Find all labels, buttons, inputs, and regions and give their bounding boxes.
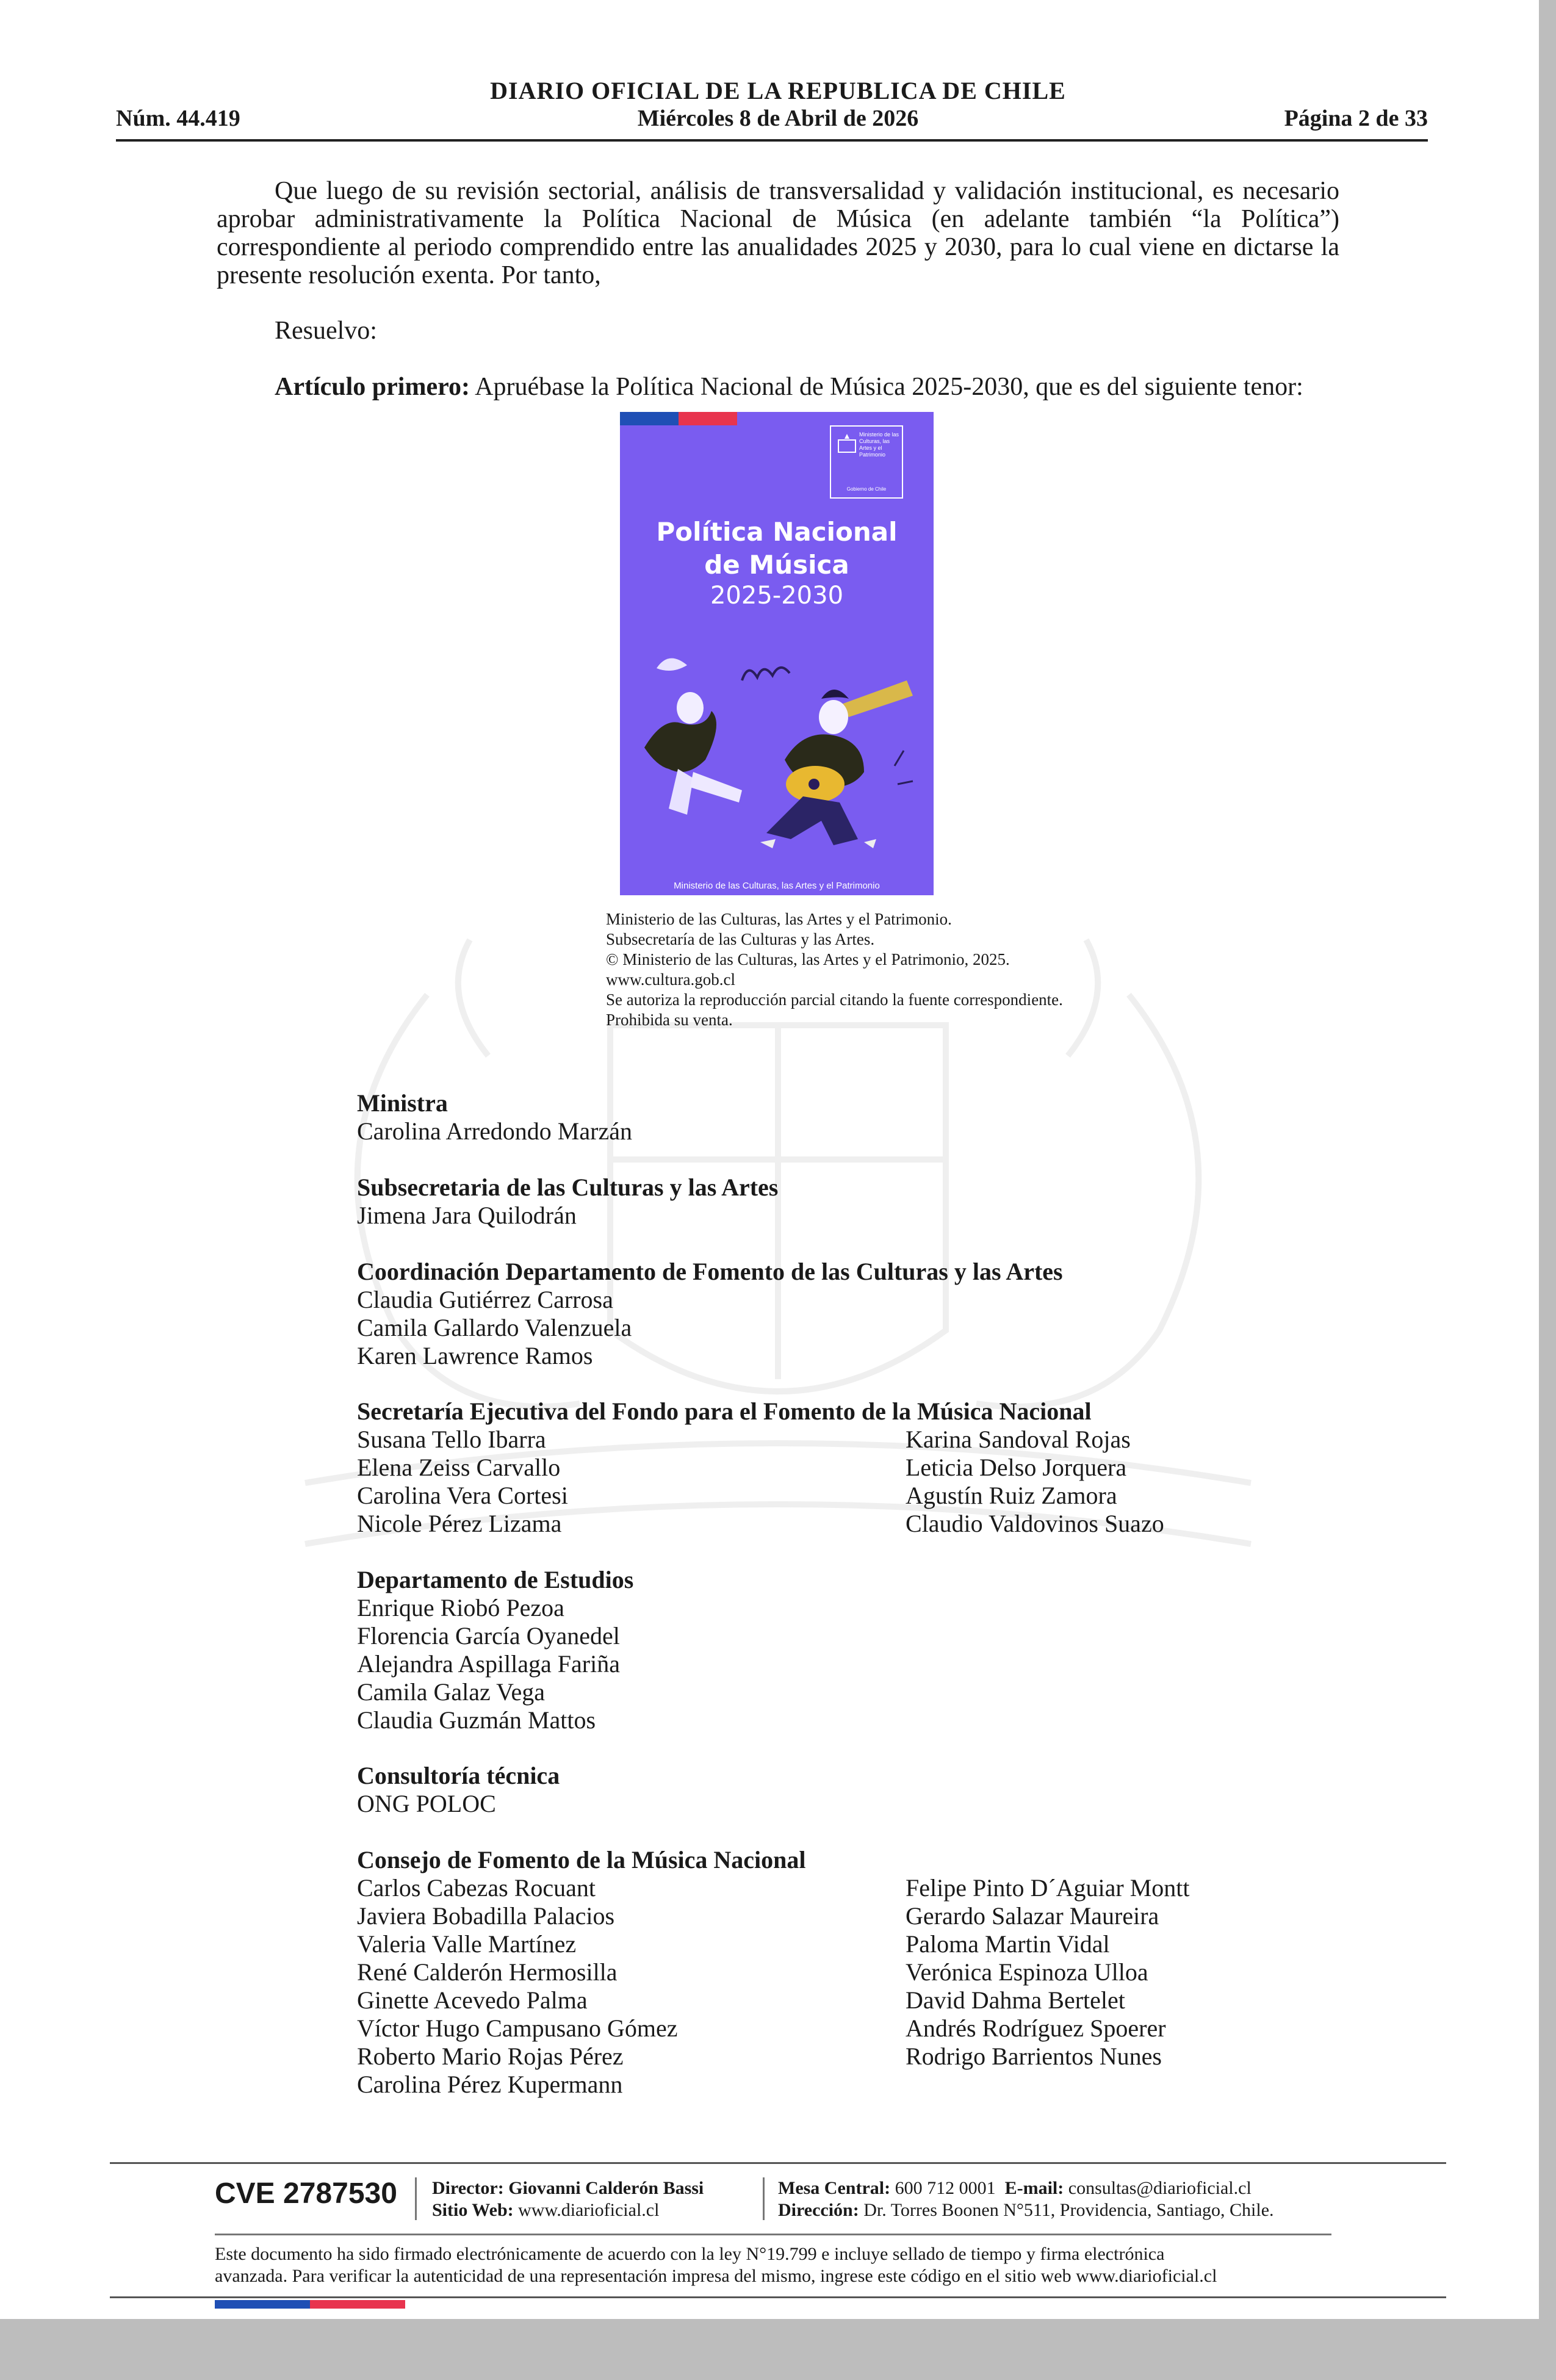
email-link[interactable]: consultas@diarioficial.cl (1064, 2178, 1252, 2198)
cover-footer-text: Ministerio de las Culturas, las Artes y el Patrimonio (674, 881, 880, 891)
staff-name: Nicole Pérez Lizama (357, 1510, 562, 1537)
resuelvo-label: Resuelvo: (275, 317, 377, 345)
section-heading: Secretaría Ejecutiva del Fondo para el Fomento de la Música Nacional (357, 1397, 1092, 1425)
intro-paragraph: Que luego de su revisión sectorial, análisis de transversalidad y validación institucional, es necesario aprobar administrativamente la Política Nacional de Música (en adelante también “la Política”) correspondiente al periodo comprendido entre las anualidades 2025 y 2030, para lo cual viene en dictarse la presente resolución exenta. Por tanto, (217, 177, 1339, 289)
policy-cover-image (620, 412, 934, 895)
credit-line: www.cultura.gob.cl (606, 970, 735, 989)
staff-name: ONG POLOC (357, 1790, 496, 1817)
cover-title (620, 516, 934, 582)
section-heading: Subsecretaria de las Culturas y las Artes (357, 1174, 779, 1201)
ministry-logo-text: Ministerio de las Culturas, las Artes y el Patrimonio (859, 431, 899, 458)
article-one (275, 372, 1303, 402)
article-one-label: Artículo primero: (275, 373, 470, 401)
section-heading: Consejo de Fomento de la Música Nacional (357, 1846, 806, 1873)
footer-contact-block (778, 2177, 1274, 2221)
footer-director-block (432, 2177, 704, 2221)
section-heading: Coordinación Departamento de Fomento de las Culturas y las Artes (357, 1258, 1063, 1285)
section-consejo (357, 1846, 806, 2099)
footer-stripe-red (310, 2300, 405, 2309)
ministry-logo-subtext: Gobierno de Chile (846, 486, 887, 492)
staff-name: Carolina Vera Cortesi (357, 1482, 568, 1509)
cover-title-line1: Política Nacional (656, 517, 898, 547)
director-label: Director: (432, 2178, 504, 2198)
section-consultoria (357, 1762, 560, 1818)
cve-code: CVE 2787530 (215, 2177, 397, 2210)
phone-number: 600 712 0001 (890, 2178, 996, 2198)
footer-divider-bottom (110, 2296, 1446, 2298)
chile-emblem-icon (835, 431, 859, 456)
issue-number: Núm. 44.419 (116, 106, 240, 131)
staff-name: Camila Galaz Vega (357, 1678, 546, 1706)
section-heading: Consultoría técnica (357, 1762, 560, 1789)
website-link[interactable]: www.diarioficial.cl (513, 2200, 660, 2220)
section-estudios (357, 1566, 633, 1734)
credit-line: Prohibida su venta. (606, 1011, 733, 1029)
credit-line: Ministerio de las Culturas, las Artes y el Patrimonio. (606, 910, 952, 928)
staff-name: Claudia Gutiérrez Carrosa (357, 1286, 613, 1313)
footer-separator (763, 2177, 765, 2220)
staff-name: Ginette Acevedo Palma (357, 1986, 588, 2014)
staff-name: Susana Tello Ibarra (357, 1426, 546, 1453)
website-label: Sitio Web: (432, 2200, 514, 2220)
consejo-column-2 (906, 1874, 1190, 2071)
staff-name: Karina Sandoval Rojas (906, 1426, 1131, 1453)
address-label: Dirección: (778, 2200, 859, 2220)
secretaria-column-2 (906, 1426, 1164, 1538)
section-ministra (357, 1089, 632, 1145)
footer-separator (415, 2177, 417, 2220)
phone-label: Mesa Central: (778, 2178, 891, 2198)
page-number: Página 2 de 33 (1284, 106, 1428, 131)
staff-name: Claudio Valdovinos Suazo (906, 1510, 1164, 1537)
cover-stripe-red (679, 412, 737, 425)
director-name: Giovanni Calderón Bassi (503, 2178, 704, 2198)
publication-credits (606, 909, 1063, 1030)
note-line: Este documento ha sido firmado electrónicamente de acuerdo con la ley N°19.799 e incluye sellado de tiempo y firma electrónica (215, 2244, 1165, 2264)
staff-name: Enrique Riobó Pezoa (357, 1594, 564, 1621)
staff-name: Claudia Guzmán Mattos (357, 1706, 596, 1734)
section-heading: Ministra (357, 1089, 448, 1117)
staff-name: Rodrigo Barrientos Nunes (906, 2043, 1162, 2070)
staff-name: Verónica Espinoza Ulloa (906, 1958, 1148, 1986)
issue-date: Miércoles 8 de Abril de 2026 (637, 106, 919, 131)
cover-years: 2025-2030 (710, 582, 844, 610)
credit-line: © Ministerio de las Culturas, las Artes y el Patrimonio, 2025. (606, 950, 1010, 968)
staff-name: Carolina Pérez Kupermann (357, 2071, 623, 2098)
staff-name: Leticia Delso Jorquera (906, 1454, 1127, 1481)
header-divider (116, 139, 1428, 142)
credit-line: Se autoriza la reproducción parcial citando la fuente correspondiente. (606, 990, 1063, 1009)
note-line: avanzada. Para verificar la autenticidad de una representación impresa del mismo, ingrese este código en el sitio web www.diarioficial.cl (215, 2266, 1217, 2286)
cover-stripe-blue (620, 412, 679, 425)
article-one-text: Apruébase la Política Nacional de Música 2025-2030, que es del siguiente tenor: (469, 373, 1303, 401)
footer-stripe-blue (215, 2300, 310, 2309)
staff-name: Elena Zeiss Carvallo (357, 1454, 561, 1481)
staff-name: Carolina Arredondo Marzán (357, 1117, 632, 1145)
staff-name: Jimena Jara Quilodrán (357, 1202, 577, 1229)
staff-name: Gerardo Salazar Maureira (906, 1902, 1159, 1930)
staff-name: Karen Lawrence Ramos (357, 1342, 593, 1369)
credit-line: Subsecretaría de las Culturas y las Artes. (606, 930, 875, 948)
page-margin-bottom (0, 2319, 1556, 2380)
footer-divider-middle (215, 2234, 1331, 2235)
staff-name: Florencia García Oyanedel (357, 1622, 620, 1650)
staff-name: Víctor Hugo Campusano Gómez (357, 2014, 678, 2042)
staff-name: Alejandra Aspillaga Fariña (357, 1650, 620, 1678)
footer-divider-top (110, 2162, 1446, 2164)
staff-name: Carlos Cabezas Rocuant (357, 1874, 596, 1902)
newspaper-title: DIARIO OFICIAL DE LA REPUBLICA DE CHILE (490, 77, 1066, 104)
cover-title-line2: de Música (704, 550, 849, 580)
staff-name: René Calderón Hermosilla (357, 1958, 618, 1986)
section-heading: Departamento de Estudios (357, 1566, 634, 1593)
address-value: Dr. Torres Boonen N°511, Providencia, Santiago, Chile. (859, 2200, 1274, 2220)
staff-name: Roberto Mario Rojas Pérez (357, 2043, 624, 2070)
page-margin-right (1539, 0, 1556, 2380)
staff-name: Javiera Bobadilla Palacios (357, 1902, 615, 1930)
staff-name: Paloma Martin Vidal (906, 1930, 1110, 1958)
staff-name: Agustín Ruiz Zamora (906, 1482, 1117, 1509)
section-subsecretaria (357, 1174, 778, 1230)
staff-name: Camila Gallardo Valenzuela (357, 1314, 632, 1341)
staff-name: Valeria Valle Martínez (357, 1930, 577, 1958)
section-coordinacion (357, 1258, 1063, 1370)
staff-name: David Dahma Bertelet (906, 1986, 1125, 2014)
musicians-illustration-icon (620, 638, 934, 882)
staff-name: Andrés Rodríguez Spoerer (906, 2014, 1166, 2042)
staff-name: Felipe Pinto D´Aguiar Montt (906, 1874, 1190, 1902)
email-label: E-mail: (1004, 2178, 1064, 2198)
electronic-signature-note (215, 2243, 1338, 2287)
